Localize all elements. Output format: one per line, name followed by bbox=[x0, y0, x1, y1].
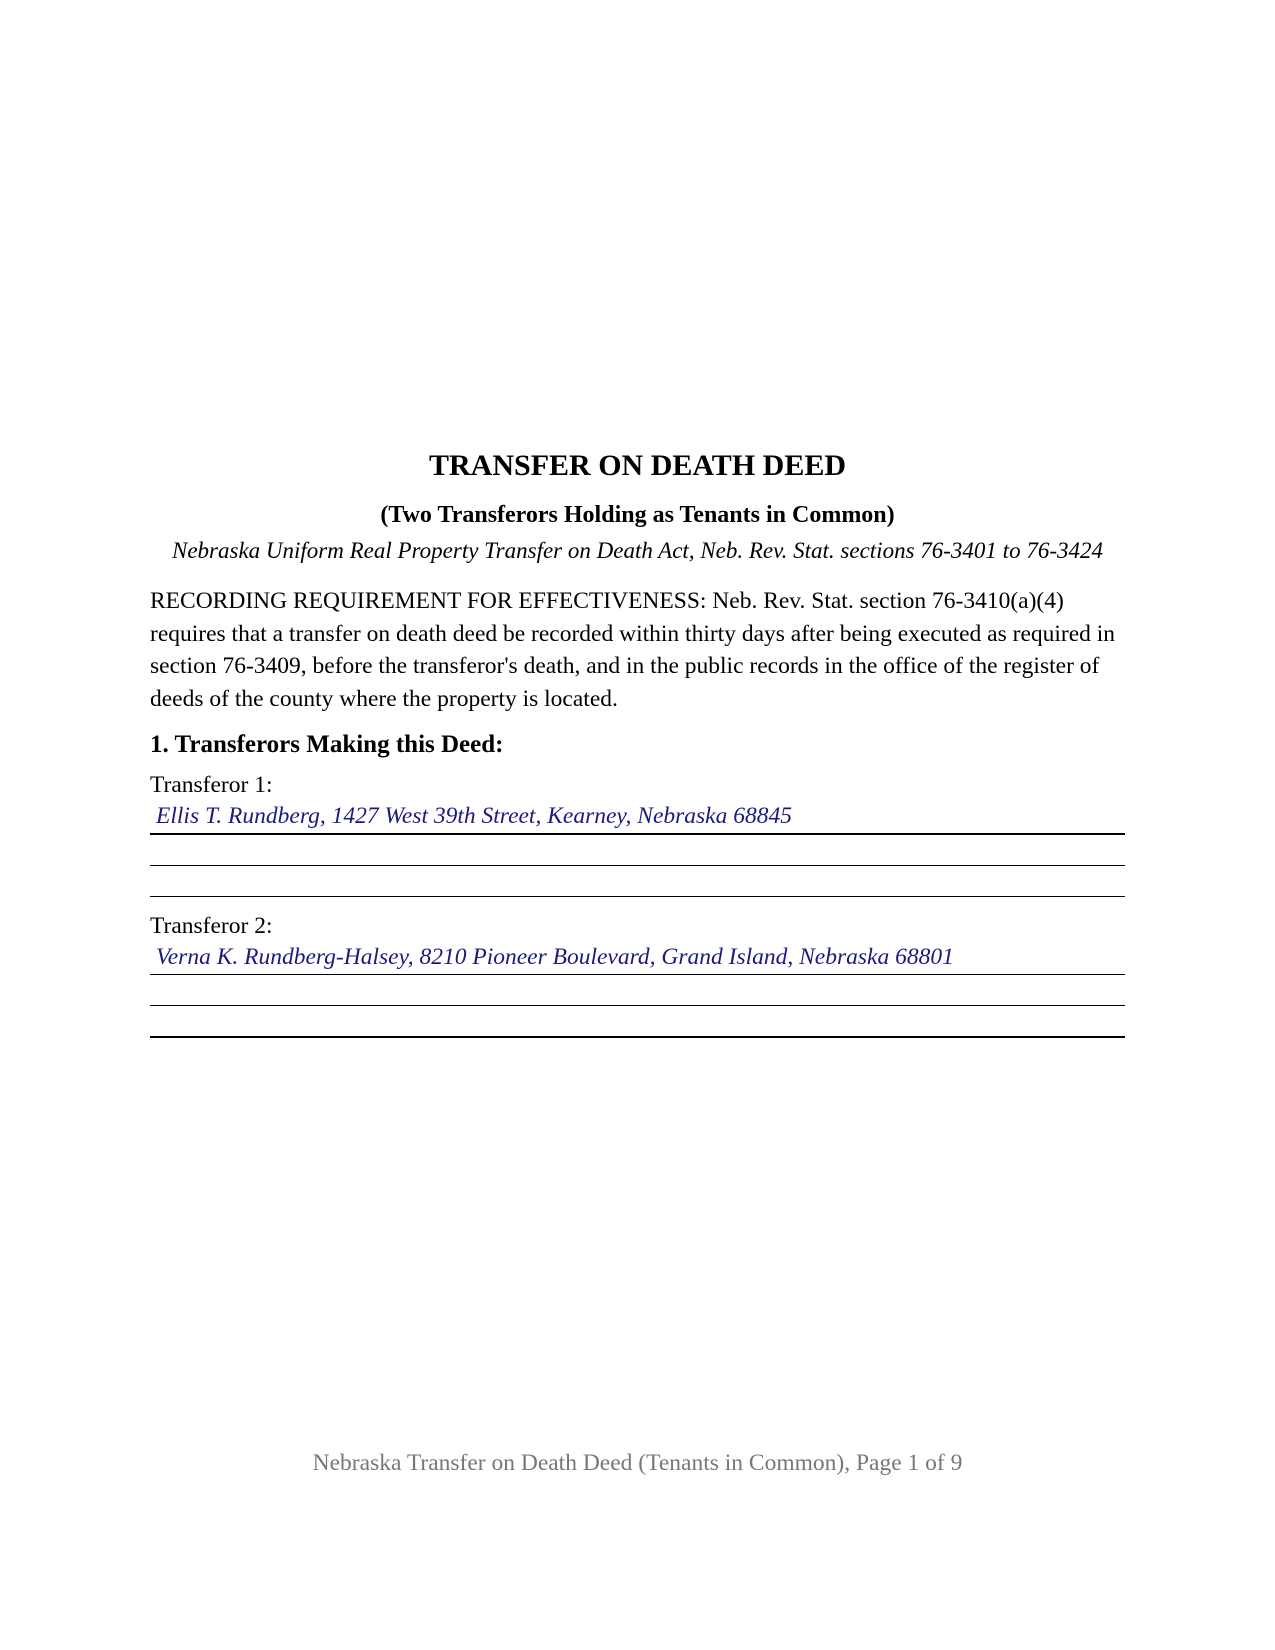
recording-requirement: RECORDING REQUIREMENT FOR EFFECTIVENESS: Neb. Rev. Stat. section 76-3410(a)(4) requires that a transfer on death deed be recorded within thirty days after being executed as required in section 76-3409, before the transferor's death, and in the public records in the office of the register of deeds of the county where the property is located. bbox=[150, 588, 1116, 712]
transferor-2-value[interactable]: Verna K. Rundberg-Halsey, 8210 Pioneer Boulevard, Grand Island, Nebraska 68801 bbox=[156, 944, 954, 970]
section-1-heading: 1. Transferors Making this Deed: bbox=[150, 731, 504, 758]
transferor-1-line-2[interactable] bbox=[150, 835, 1125, 866]
deed-page-content bbox=[150, 448, 1125, 1038]
transferor-1-line-3[interactable] bbox=[150, 866, 1125, 897]
transferor-2-block bbox=[150, 911, 1125, 1038]
statute-citation: Nebraska Uniform Real Property Transfer on Death Act, Neb. Rev. Stat. sections 76-3401 to 76-3424 bbox=[172, 538, 1103, 563]
document-title: TRANSFER ON DEATH DEED bbox=[429, 449, 846, 482]
page-footer: Nebraska Transfer on Death Deed (Tenants in Common), Page 1 of 9 bbox=[312, 1450, 963, 1476]
transferor-1-line-1[interactable] bbox=[150, 800, 1125, 835]
transferor-2-line-1[interactable] bbox=[150, 941, 1125, 975]
transferor-2-label: Transferor 2: bbox=[150, 913, 273, 939]
transferor-2-line-3[interactable] bbox=[150, 1006, 1125, 1038]
transferor-2-line-2[interactable] bbox=[150, 975, 1125, 1006]
transferor-1-label: Transferor 1: bbox=[150, 772, 273, 798]
transferor-1-value[interactable]: Ellis T. Rundberg, 1427 West 39th Street, Kearney, Nebraska 68845 bbox=[156, 803, 792, 829]
document-subtitle: (Two Transferors Holding as Tenants in Common) bbox=[380, 502, 895, 528]
transferor-1-block bbox=[150, 770, 1125, 897]
